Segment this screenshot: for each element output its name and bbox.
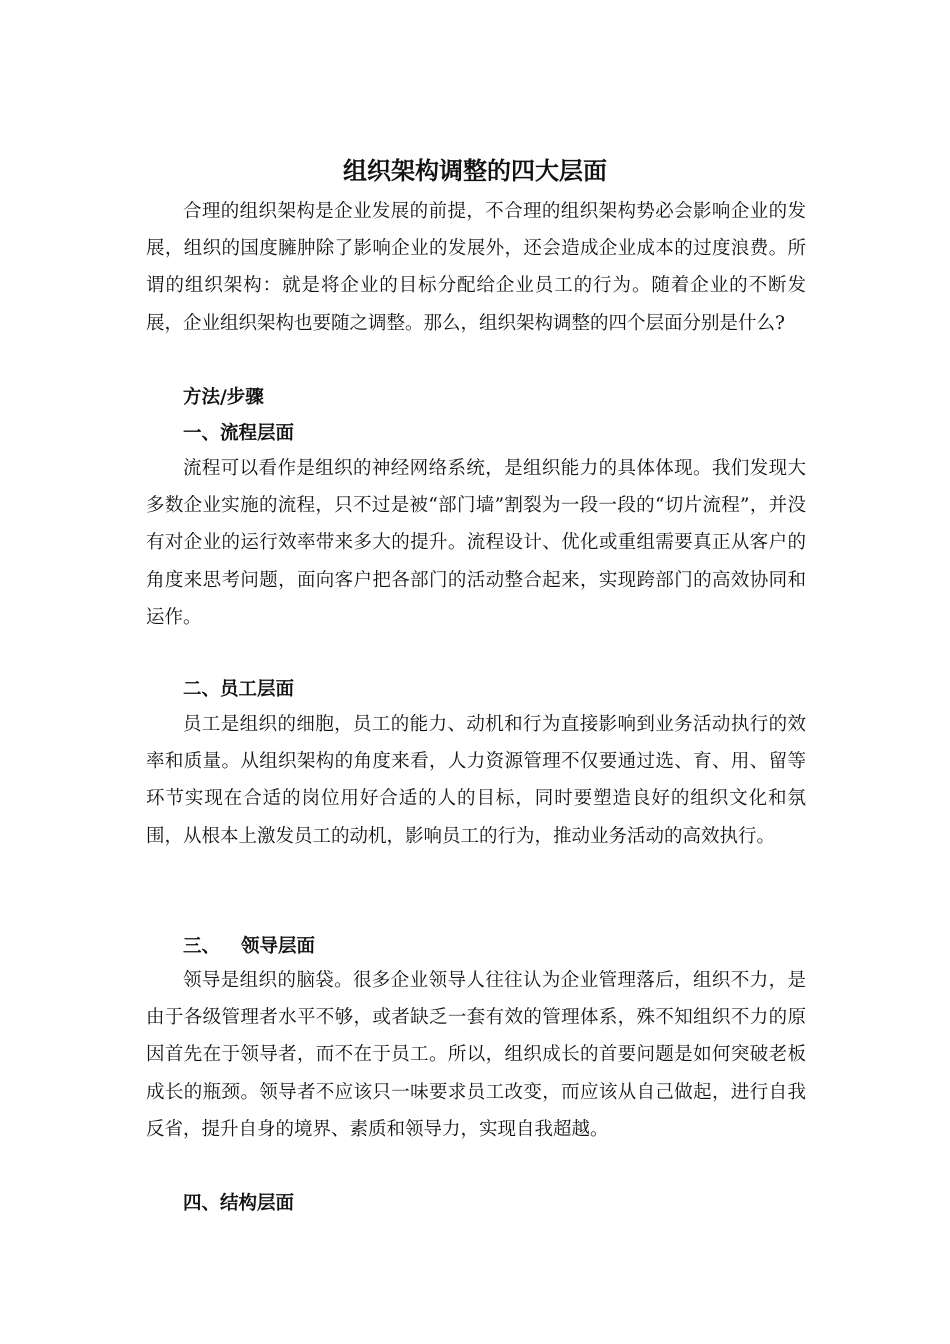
section-heading-staff: 二、员工层面: [183, 679, 295, 700]
document-title: 组织架构调整的四大层面: [343, 157, 607, 185]
method-heading: 方法/步骤: [183, 387, 264, 408]
section-number: 三、: [183, 936, 221, 957]
section-heading-process: 一、流程层面: [183, 423, 295, 444]
section-heading-structure: 四、结构层面: [183, 1193, 295, 1214]
intro-paragraph: 合理的组织架构是企业发展的前提，不合理的组织架构势必会影响企业的发展，组织的国度臃肿除了影响企业的发展外，还会造成企业成本的过度浪费。所谓的组织架构：就是将企业的目标分配给企业员工的行为。随着企业的不断发展，企业组织架构也要随之调整。那么，组织架构调整的四个层面分别是什么?: [146, 201, 806, 334]
section-body-leadership: 领导是组织的脑袋。很多企业领导人往往认为企业管理落后，组织不力，是由于各级管理者水平不够，或者缺乏一套有效的管理体系，殊不知组织不力的原因首先在于领导者，而不在于员工。所以，组织成长的首要问题是如何突破老板成长的瓶颈。领导者不应该只一味要求员工改变，而应该从自己做起，进行自我反省，提升自身的境界、素质和领导力，实现自我超越。: [146, 970, 806, 1140]
section-body-staff: 员工是组织的细胞，员工的能力、动机和行为直接影响到业务活动执行的效率和质量。从组织架构的角度来看，人力资源管理不仅要通过选、育、用、留等环节实现在合适的岗位用好合适的人的目标，同时要塑造良好的组织文化和氛围，从根本上激发员工的动机，影响员工的行为，推动业务活动的高效执行。: [146, 714, 806, 847]
section-heading-text: 领导层面: [241, 936, 316, 957]
section-body-process: 流程可以看作是组织的神经网络系统，是组织能力的具体体现。我们发现大多数企业实施的流程，只不过是被“部门墙”割裂为一段一段的“切片流程”，并没有对企业的运行效率带来多大的提升。流程设计、优化或重组需要真正从客户的角度来思考问题，面向客户把各部门的活动整合起来，实现跨部门的高效协同和运作。: [146, 458, 806, 628]
section-heading-leadership: [183, 928, 315, 965]
